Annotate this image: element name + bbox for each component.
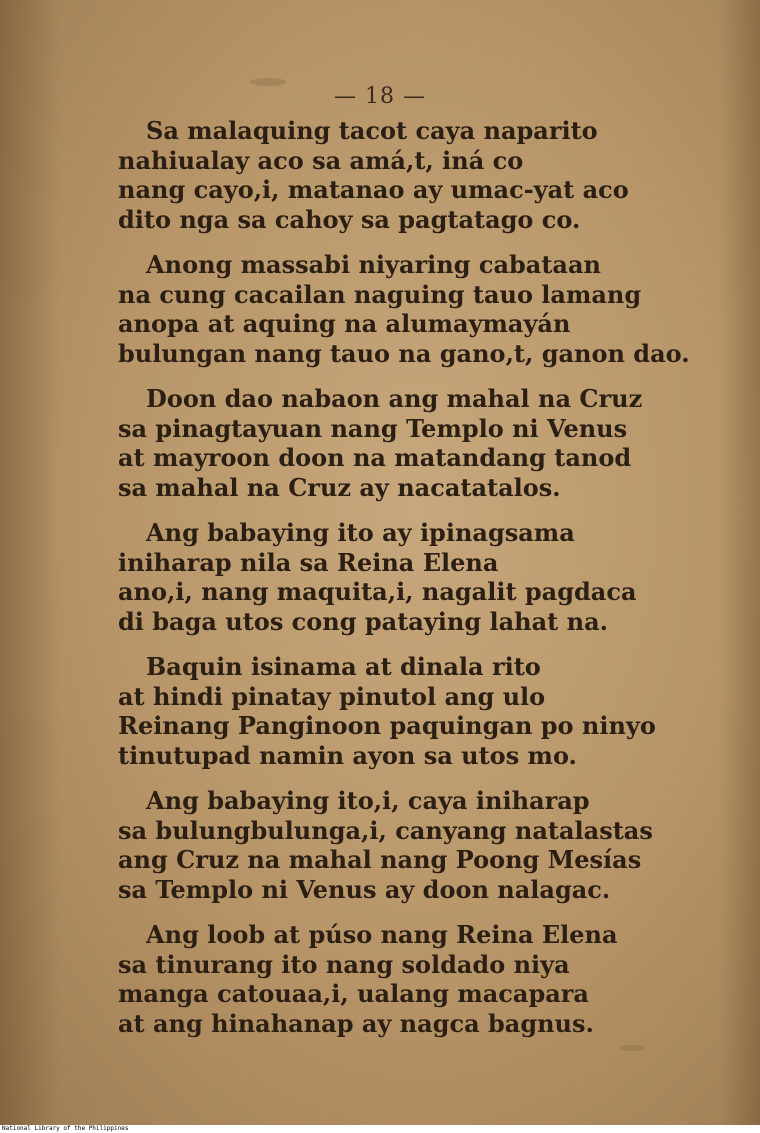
page-number: — 18 — [334, 84, 426, 109]
verse-line: sa bulungbulunga,i, canyang natalastas [118, 815, 653, 845]
verse-line: Baquin isinama at dinala rito [146, 652, 541, 681]
verse-line: Anong massabi niyaring cabataan [146, 250, 601, 279]
verse-line: sa tinurang ito nang soldado niya [118, 949, 570, 979]
verse-line: Ang babaying ito,i, caya iniharap [146, 786, 590, 815]
stanza [118, 384, 698, 502]
verse-line: di baga utos cong pataying lahat na. [118, 606, 608, 636]
library-credit: National Library of the Philippines [2, 1125, 129, 1132]
verse-line: sa pinagtayuan nang Templo ni Venus [118, 413, 628, 443]
verse-line: Reinang Panginoon paquingan po ninyo [118, 711, 656, 740]
verse-line: nahiualay aco sa amá,t, iná co [118, 145, 524, 175]
verse-line: manga catouaa,i, ualang macapara [118, 979, 589, 1008]
verse-line: Ang loob at púso nang Reina Elena [146, 920, 618, 949]
stanza [118, 250, 698, 368]
stanza [118, 116, 698, 234]
verse-line: Ang babaying ito ay ipinagsama [146, 518, 575, 547]
verse-line: dito nga sa cahoy sa pagtatago co. [118, 204, 581, 234]
footer-bar [0, 1125, 760, 1133]
verse-line: ano,i, nang maquita,i, nagalit pagdaca [118, 577, 637, 606]
verse-line: nang cayo,i, matanao ay umac-yat aco [118, 175, 629, 204]
verse-line: at ang hinahanap ay nagca bagnus. [118, 1008, 594, 1038]
verse-line: bulungan nang tauo na gano,t, ganon dao. [118, 338, 690, 368]
stanza [118, 518, 698, 636]
verse-line: sa mahal na Cruz ay nacatatalos. [118, 472, 561, 502]
stanza [118, 786, 698, 904]
verse-line: tinutupad namin ayon sa utos mo. [118, 740, 577, 770]
verse-line: Sa malaquing tacot caya naparito [146, 116, 598, 145]
verse-line: iniharap nila sa Reina Elena [118, 547, 499, 577]
verse-line: at mayroon doon na matandang tanod [118, 443, 632, 472]
poem-text [118, 116, 698, 1054]
verse-line: sa Templo ni Venus ay doon nalagac. [118, 874, 611, 904]
stanza [118, 920, 698, 1038]
verse-line: Doon dao nabaon ang mahal na Cruz [146, 384, 643, 413]
verse-line: at hindi pinatay pinutol ang ulo [118, 681, 546, 711]
verse-line: anopa at aquing na alumaymayán [118, 309, 571, 338]
verse-line: na cung cacailan naguing tauo lamang [118, 279, 642, 309]
verse-line: ang Cruz na mahal nang Poong Mesías [118, 845, 642, 874]
stanza [118, 652, 698, 770]
